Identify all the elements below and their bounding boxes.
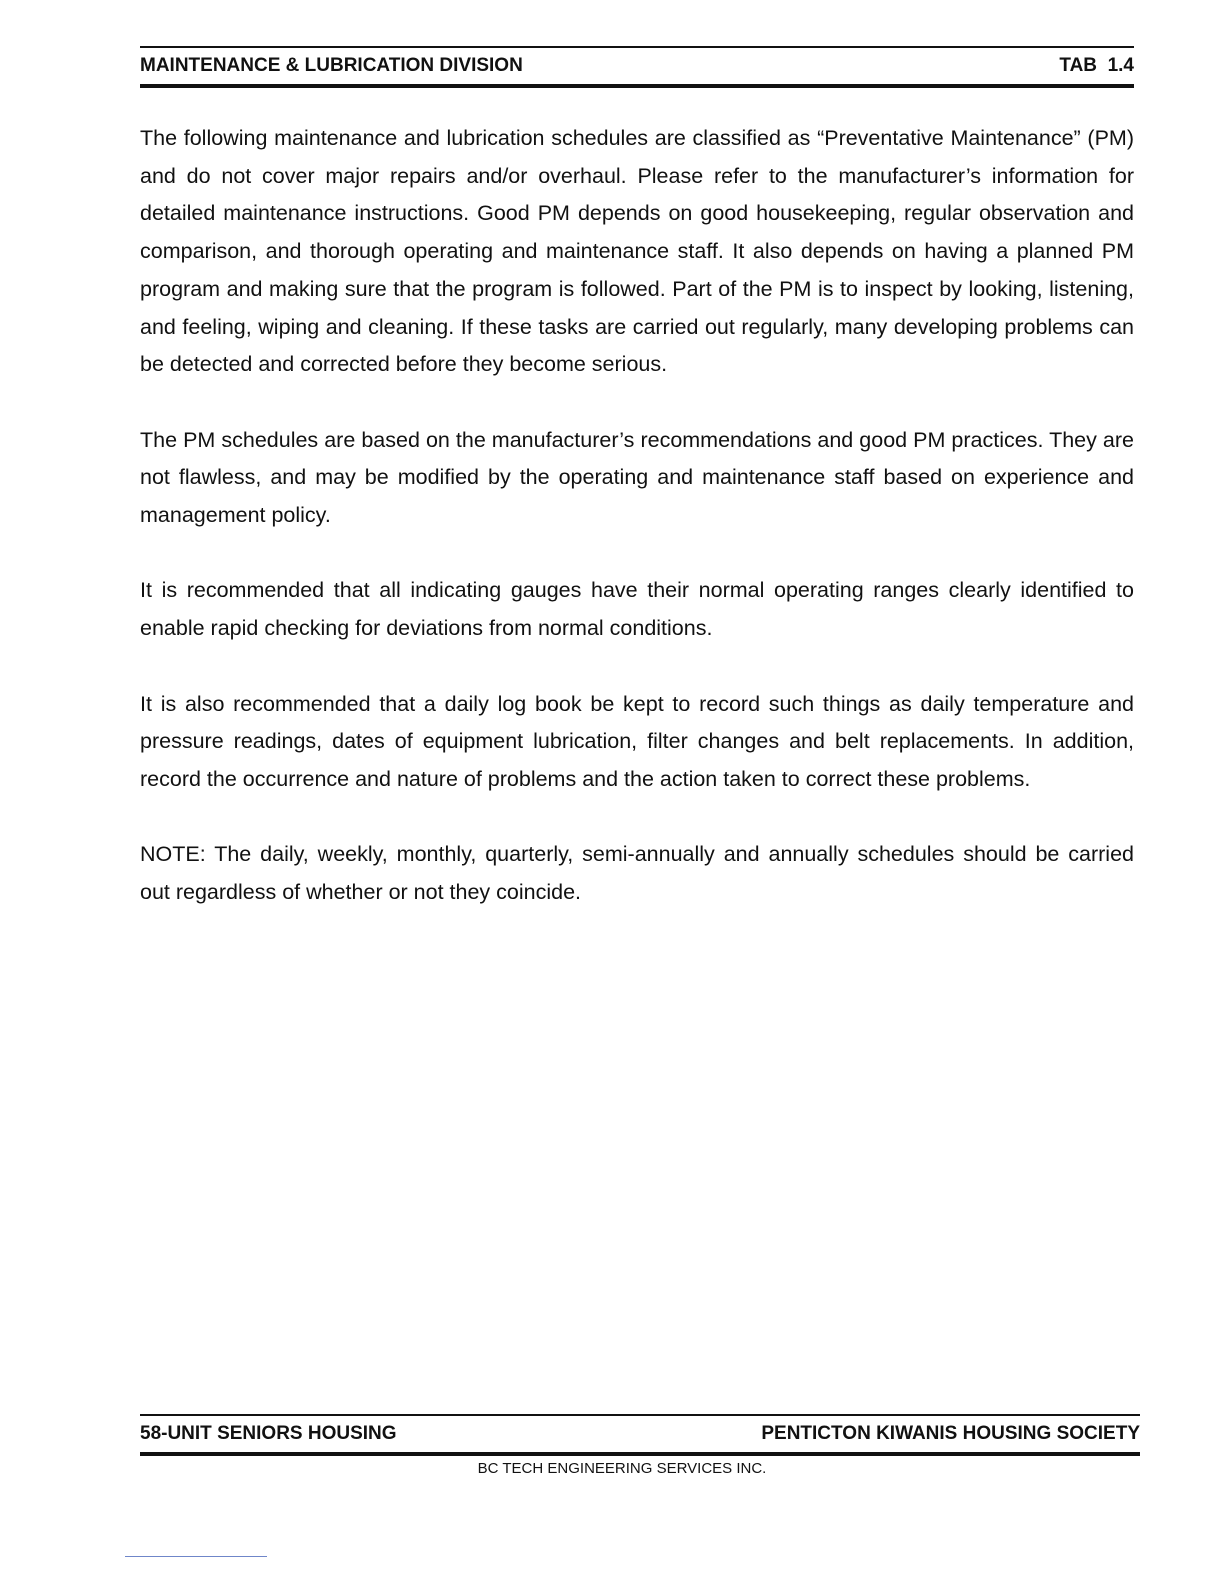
header-tab-label: TAB 1.4: [1059, 55, 1134, 76]
header-division-title: MAINTENANCE & LUBRICATION DIVISION: [140, 55, 523, 76]
paragraph-pm-overview: The following maintenance and lubrication schedules are classified as “Preventative Maintenance” (PM) and do not cover major repairs and/or overhaul. Please refer to the manufacturer’s information for detailed maintenance instructions. Good PM depends on good housekeeping, regular observation and comparison, and thorough operating and maintenance staff. It also depends on having a planned PM program and making sure that the program is followed. Part of the PM is to inspect by looking, listening, and feeling, wiping and cleaning. If these tasks are carried out regularly, many developing problems can be detected and corrected before they become serious.: [140, 126, 1134, 377]
page-footer: [140, 1414, 1140, 1477]
footer-client-name: PENTICTON KIWANIS HOUSING SOCIETY: [761, 1423, 1140, 1444]
footer-company-name: BC TECH ENGINEERING SERVICES INC.: [477, 1460, 767, 1477]
paragraph-log-book: It is also recommended that a daily log book be kept to record such things as daily temperature and pressure readings, dates of equipment lubrication, filter changes and belt replacements. In addition, record the occurrence and nature of problems and the action taken to correct these problems.: [140, 691, 1134, 791]
footer-bottom-rule: [140, 1452, 1140, 1456]
paragraph-gauges: It is recommended that all indicating gauges have their normal operating ranges clearly identified to enable rapid checking for deviations from normal conditions.: [140, 578, 1134, 641]
page-header: [140, 46, 1134, 88]
footer-project-name: 58-UNIT SENIORS HOUSING: [140, 1423, 397, 1444]
bottom-edge-line: [125, 1556, 267, 1557]
paragraph-pm-schedules: The PM schedules are based on the manufacturer’s recommendations and good PM practices. They are not flawless, and may be modified by the operating and maintenance staff based on experience and management policy.: [140, 427, 1134, 528]
header-bottom-rule: [140, 84, 1134, 88]
footer-row: [140, 1416, 1140, 1452]
document-body: [140, 120, 1134, 949]
paragraph-note: NOTE: The daily, weekly, monthly, quarterly, semi-annually and annually schedules should be carried out regardless of whether or not they coincide.: [140, 842, 1134, 904]
header-row: [140, 48, 1134, 84]
